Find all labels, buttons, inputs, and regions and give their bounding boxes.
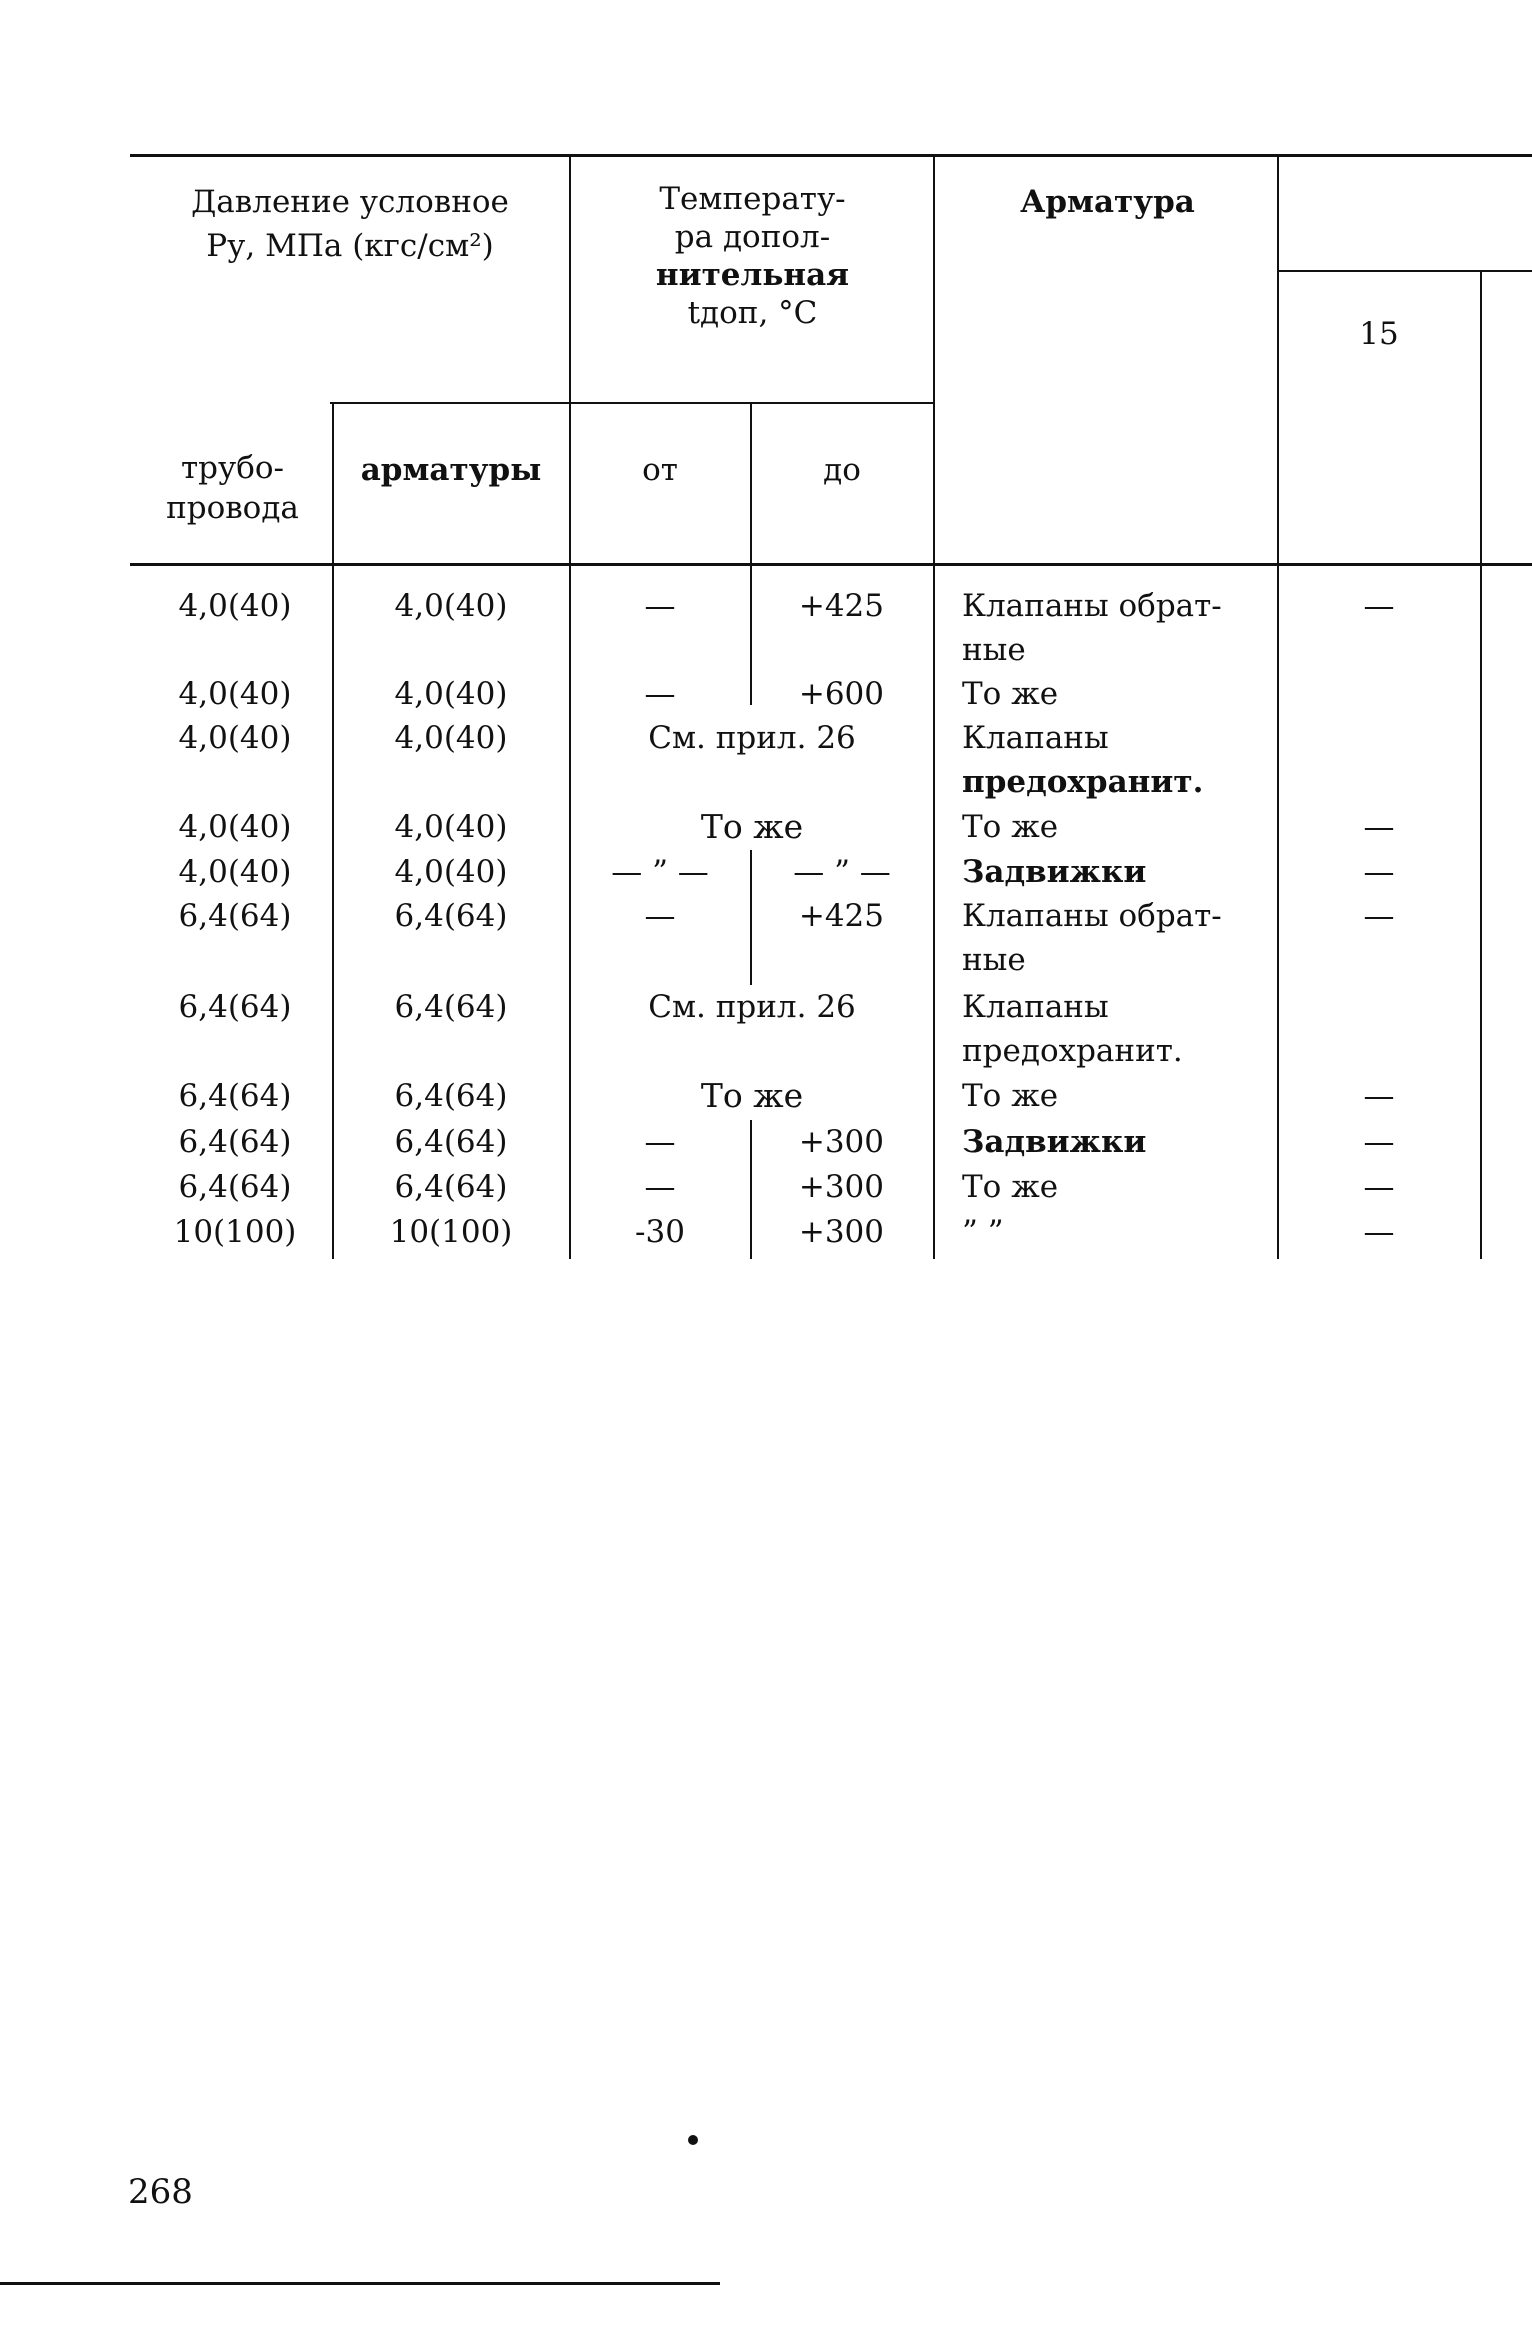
cell-pipe: 4,0(40) xyxy=(178,809,292,845)
stray-dot xyxy=(688,2135,698,2145)
cell-pipe: 6,4(64) xyxy=(178,898,292,934)
cell-c15: — xyxy=(1363,809,1395,845)
cell-name: То же xyxy=(962,1169,1059,1205)
cell-name: То же xyxy=(962,1078,1059,1114)
cell-from: — xyxy=(644,588,676,624)
cell-to: +600 xyxy=(798,676,884,712)
vline-armature-col15 xyxy=(1277,156,1279,1259)
cell-pipe: 4,0(40) xyxy=(178,676,292,712)
header-bottom-rule xyxy=(130,563,1532,566)
cell-pipe: 10(100) xyxy=(173,1214,297,1250)
cell-from: -30 xyxy=(635,1214,685,1250)
cell-c15: — xyxy=(1363,1078,1395,1114)
cell-from: — xyxy=(644,676,676,712)
cell-arm: 4,0(40) xyxy=(394,588,508,624)
cell-temp-merged: См. прил. 26 xyxy=(648,989,856,1025)
header-from: от xyxy=(642,452,678,488)
bottom-rule xyxy=(0,2282,720,2285)
cell-name-line2: предохранит. xyxy=(962,764,1204,800)
cell-c15: — xyxy=(1363,898,1395,934)
vline-temp-armature xyxy=(933,156,935,1259)
cell-arm: 6,4(64) xyxy=(394,989,508,1025)
vline-pipe-arm xyxy=(332,404,334,1259)
cell-c15: — xyxy=(1363,1169,1395,1205)
cell-arm: 6,4(64) xyxy=(394,1169,508,1205)
header-temperature-line2: ра допол- xyxy=(674,219,831,255)
cell-name-line1: Клапаны xyxy=(962,720,1109,756)
vline-pressure-temp xyxy=(569,156,571,1259)
header-temperature xyxy=(575,180,930,332)
cell-pipe: 4,0(40) xyxy=(178,854,292,890)
cell-c15: — xyxy=(1363,1124,1395,1160)
cell-name xyxy=(962,716,1203,804)
cell-from: — xyxy=(644,898,676,934)
cell-pipe: 6,4(64) xyxy=(178,989,292,1025)
cell-temp-merged: См. прил. 26 xyxy=(648,720,856,756)
cell-c15: — xyxy=(1363,588,1395,624)
cell-arm: 4,0(40) xyxy=(394,676,508,712)
cell-name-line1: Клапаны xyxy=(962,989,1109,1025)
cell-from: — xyxy=(644,1124,676,1160)
cell-name: То же xyxy=(962,676,1059,712)
header-temperature-line4: tдоп, °С xyxy=(687,295,818,331)
cell-name: ” ” xyxy=(962,1214,1004,1250)
header-armature-sub: арматуры xyxy=(360,452,542,488)
cell-name-line2: предохранит. xyxy=(962,1033,1183,1069)
header-to: до xyxy=(823,452,861,488)
header-temperature-line3: нительная xyxy=(655,257,850,293)
cell-name-line1: Клапаны обрат- xyxy=(962,588,1222,624)
page-number: 268 xyxy=(128,2172,193,2212)
cell-name xyxy=(962,985,1183,1073)
cell-arm: 10(100) xyxy=(389,1214,513,1250)
cell-pipe: 4,0(40) xyxy=(178,588,292,624)
cell-arm: 6,4(64) xyxy=(394,1078,508,1114)
header-pipeline-line1: трубо- xyxy=(180,450,285,486)
cell-c15: — xyxy=(1363,854,1395,890)
header-col15: 15 xyxy=(1359,316,1399,352)
cell-from: — xyxy=(644,1169,676,1205)
cell-pipe: 4,0(40) xyxy=(178,720,292,756)
cell-name: Задвижки xyxy=(962,854,1147,890)
cell-pipe: 6,4(64) xyxy=(178,1124,292,1160)
cell-to: +300 xyxy=(798,1124,884,1160)
cell-name: Задвижки xyxy=(962,1124,1147,1160)
cell-to: +425 xyxy=(798,898,884,934)
header-pipeline xyxy=(135,448,330,528)
header-subrule-temperature xyxy=(330,402,935,404)
cell-name xyxy=(962,894,1222,982)
header-pressure-line1: Давление условное xyxy=(191,184,509,220)
cell-to: +300 xyxy=(798,1214,884,1250)
header-pressure-line2: Ру, МПа (кгс/см²) xyxy=(206,228,494,264)
cell-name-line2: ные xyxy=(962,942,1026,978)
cell-to: +425 xyxy=(798,588,884,624)
table-top-rule xyxy=(130,154,1532,157)
cell-name-line1: Клапаны обрат- xyxy=(962,898,1222,934)
vline-col15-next xyxy=(1480,272,1482,1259)
cell-c15: — xyxy=(1363,1214,1395,1250)
header-armature: Арматура xyxy=(1020,184,1195,220)
cell-pipe: 6,4(64) xyxy=(178,1169,292,1205)
cell-arm: 4,0(40) xyxy=(394,854,508,890)
cell-name xyxy=(962,584,1222,672)
cell-from: — ” — xyxy=(611,854,709,890)
header-subrule-col15 xyxy=(1277,270,1532,272)
cell-arm: 6,4(64) xyxy=(394,1124,508,1160)
cell-arm: 4,0(40) xyxy=(394,809,508,845)
header-pressure xyxy=(140,180,560,268)
cell-temp-merged: То же xyxy=(700,1076,804,1115)
cell-name-line2: ные xyxy=(962,632,1026,668)
cell-arm: 4,0(40) xyxy=(394,720,508,756)
header-pipeline-line2: провода xyxy=(166,490,299,526)
cell-name: То же xyxy=(962,809,1059,845)
cell-temp-merged: То же xyxy=(700,807,804,846)
cell-pipe: 6,4(64) xyxy=(178,1078,292,1114)
cell-to: — ” — xyxy=(793,854,891,890)
cell-arm: 6,4(64) xyxy=(394,898,508,934)
cell-to: +300 xyxy=(798,1169,884,1205)
header-temperature-line1: Температу- xyxy=(659,181,846,217)
